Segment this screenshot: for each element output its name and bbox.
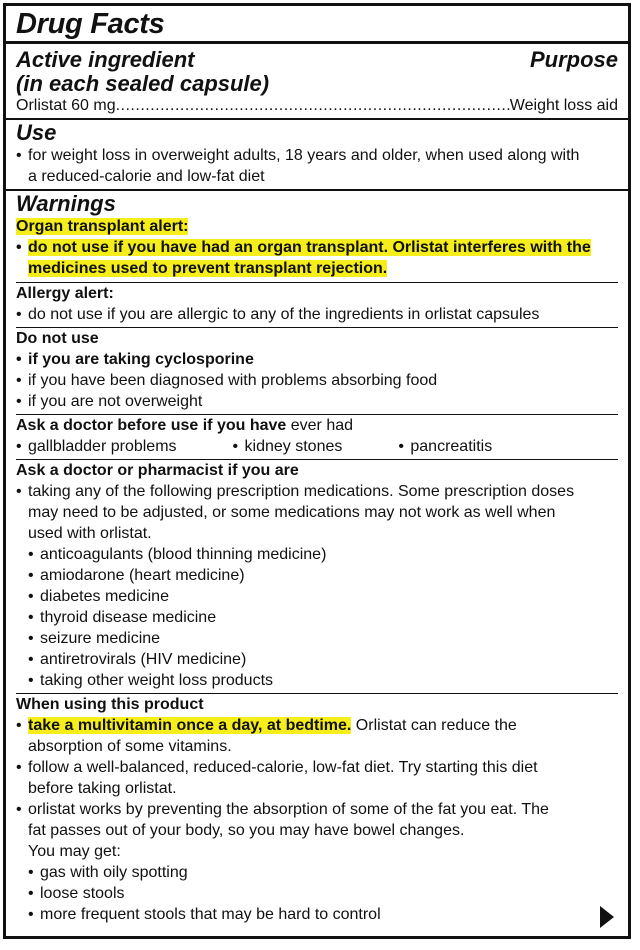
divider <box>6 41 628 44</box>
active-heading-2: (in each sealed capsule) <box>16 71 270 96</box>
use-heading: Use <box>16 120 57 145</box>
when-using-b3-2: fat passes out of your body, so you may have bowel changes. <box>28 822 465 839</box>
list-item: • amiodarone (heart medicine) <box>28 565 618 586</box>
ask-pharm-intro-2: may need to be adjusted, or some medications may not work as well when <box>28 504 556 521</box>
list-item: • gallbladder problems <box>16 436 205 457</box>
when-using-heading: When using this product <box>16 696 204 713</box>
ingredient: Orlistat 60 mg <box>16 97 116 114</box>
list-item: • kidney stones <box>233 436 371 457</box>
purpose-heading: Purpose <box>529 47 618 72</box>
list-item: • seizure medicine <box>28 628 618 649</box>
ask-pharm-intro: • taking any of the following prescription medications. Some prescription doses <box>16 481 618 502</box>
allergy-heading: Allergy alert: <box>16 285 114 302</box>
do-not-use-heading: Do not use <box>16 330 99 347</box>
when-using-b3: • orlistat works by preventing the absorption of some of the fat you eat. The <box>16 799 618 820</box>
ask-doctor-heading: Ask a doctor before use if you have ever had <box>16 417 354 434</box>
list-item: • gas with oily spotting <box>28 862 618 883</box>
list-item: • if you are taking cyclosporine <box>16 349 618 370</box>
continue-arrow-icon <box>600 906 614 928</box>
panel-title: Drug Facts <box>16 8 165 40</box>
list-item: • thyroid disease medicine <box>28 607 618 628</box>
when-using-b1-2: absorption of some vitamins. <box>28 738 232 755</box>
list-item: • anticoagulants (blood thinning medicine) <box>28 544 618 565</box>
list-item: • pancreatitis <box>398 436 520 457</box>
organ-line-2: medicines used to prevent transplant rejection. <box>28 260 388 277</box>
when-using-b1: • take a multivitamin once a day, at bedtime. Orlistat can reduce the <box>16 715 618 736</box>
active-heading-1: Active ingredient <box>16 47 195 72</box>
list-item: • loose stools <box>28 883 618 904</box>
list-item: • if you are not overweight <box>16 391 618 412</box>
list-item: • taking other weight loss products <box>28 670 618 691</box>
list-item: • antiretrovirals (HIV medicine) <box>28 649 618 670</box>
drug-facts-panel <box>3 3 631 939</box>
use-text: • for weight loss in overweight adults, 18 years and older, when used along with <box>16 145 618 166</box>
purpose-value: Weight loss aid <box>509 97 618 114</box>
when-using-b2-2: before taking orlistat. <box>28 780 177 797</box>
use-text-2: a reduced-calorie and low-fat diet <box>28 168 265 185</box>
organ-line-1: do not use if you have had an organ transplant. Orlistat interferes with the <box>28 239 591 256</box>
may-get-label: You may get: <box>28 843 121 860</box>
divider <box>6 118 628 120</box>
list-item: • more frequent stools that may be hard to control <box>28 904 618 925</box>
organ-heading: Organ transplant alert: <box>16 218 189 235</box>
when-using-b2: • follow a well-balanced, reduced-calorie, low-fat diet. Try starting this diet <box>16 757 618 778</box>
ask-pharm-intro-3: used with orlistat. <box>28 525 152 542</box>
list-item: • if you have been diagnosed with problems absorbing food <box>16 370 618 391</box>
ask-pharm-heading: Ask a doctor or pharmacist if you are <box>16 462 299 479</box>
warnings-heading: Warnings <box>16 191 116 216</box>
allergy-line: • do not use if you are allergic to any of the ingredients in orlistat capsules <box>16 304 618 325</box>
dot-leader <box>116 96 510 116</box>
list-item: • diabetes medicine <box>28 586 618 607</box>
